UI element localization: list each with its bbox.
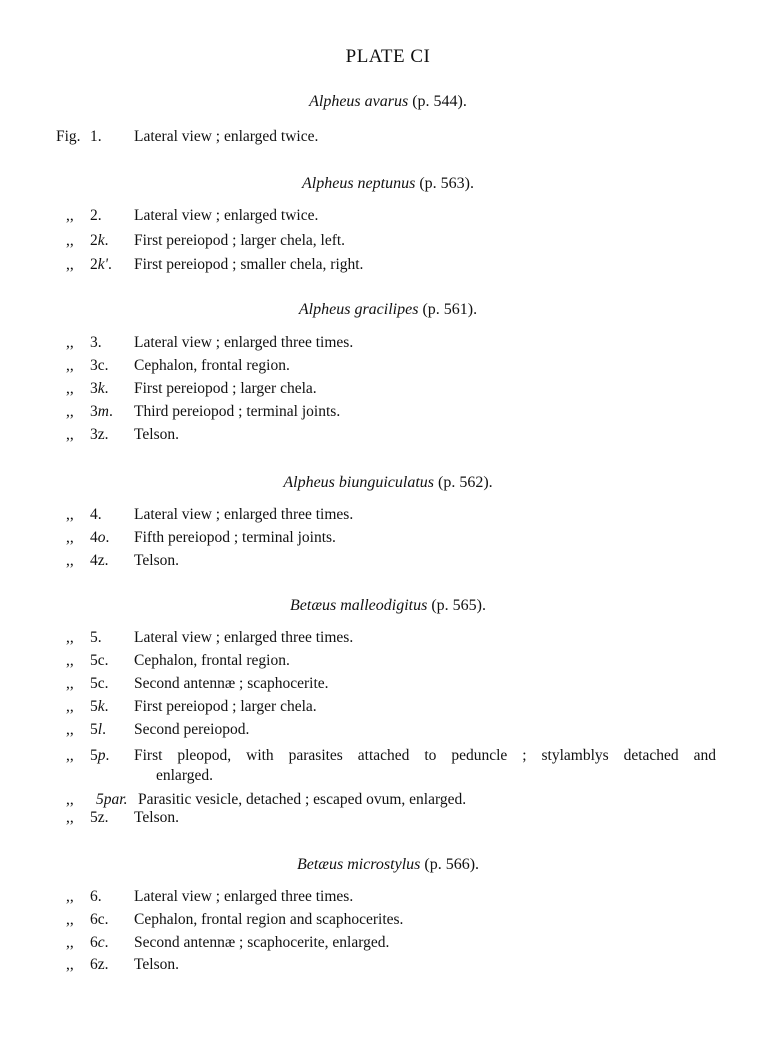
ditto-mark: ,, xyxy=(66,256,74,273)
ditto-mark: ,, xyxy=(66,791,74,808)
figure-description: Third pereiopod ; terminal joints. xyxy=(134,403,341,420)
figure-number-suffix: c xyxy=(97,934,105,951)
figure-description: Telson. xyxy=(134,552,179,569)
figure-number xyxy=(90,402,113,422)
ditto-mark: ,, xyxy=(66,232,74,249)
figure-number-main: 3 xyxy=(90,403,98,420)
species-name: Betæus malleodigitus xyxy=(290,597,428,614)
page-reference: (p. 562). xyxy=(438,474,493,491)
figure-number: 5z. xyxy=(90,809,109,826)
ditto-mark: ,, xyxy=(66,506,74,523)
figure-number-main: 5 xyxy=(90,747,98,764)
figure-description: Telson. xyxy=(134,956,179,973)
figure-number xyxy=(90,255,112,275)
page-reference: (p. 563). xyxy=(419,175,474,192)
figure-number-end: . xyxy=(104,232,109,249)
figure-number xyxy=(90,697,109,717)
figure-number: 4z. xyxy=(90,552,109,569)
ditto-mark: ,, xyxy=(66,809,74,826)
ditto-mark: ,, xyxy=(66,888,74,905)
ditto-mark: ,, xyxy=(66,675,74,692)
figure-number-end: . xyxy=(102,721,106,738)
figure-number-main: 5 xyxy=(90,698,98,715)
species-name: Alpheus biunguiculatus xyxy=(283,474,434,491)
figure-number-suffix: p xyxy=(97,747,106,764)
figure-description: Lateral view ; enlarged three times. xyxy=(134,888,354,905)
figure-number xyxy=(90,933,109,953)
figure-number-main: 2 xyxy=(90,256,98,273)
figure-number xyxy=(90,231,109,251)
figure-description: Cephalon, frontal region. xyxy=(134,652,290,669)
ditto-mark: ,, xyxy=(66,747,74,764)
figure-number-suffix: k xyxy=(97,232,105,249)
fig-label: Fig. xyxy=(56,128,81,145)
ditto-mark: ,, xyxy=(66,529,74,546)
ditto-mark: ,, xyxy=(66,934,74,951)
page-reference: (p. 544). xyxy=(412,93,467,110)
figure-description: Second pereiopod. xyxy=(134,721,250,738)
figure-description: First pleopod, with parasites attached to peduncle ; stylamblys detached and xyxy=(134,747,716,764)
figure-number xyxy=(90,379,109,399)
species-heading xyxy=(0,93,776,111)
figure-description: Second antennæ ; scaphocerite. xyxy=(134,675,329,692)
figure-number: 3z. xyxy=(90,426,109,443)
figure-number-main: 6 xyxy=(90,934,98,951)
figure-number: 6z. xyxy=(90,956,109,973)
figure-number: 2. xyxy=(90,207,102,224)
figure-number-end: . xyxy=(104,380,109,397)
figure-number-suffix: k' xyxy=(97,256,108,273)
species-name: Betæus microstylus xyxy=(296,856,421,873)
figure-number-end: . xyxy=(108,403,113,420)
figure-number-suffix: m xyxy=(97,403,109,420)
ditto-mark: ,, xyxy=(66,629,74,646)
figure-description: Second antennæ ; scaphocerite, enlarged. xyxy=(134,934,390,951)
ditto-mark: ,, xyxy=(66,698,74,715)
species-heading xyxy=(0,474,776,492)
species-heading xyxy=(0,856,776,874)
figure-number-suffix: o xyxy=(97,529,106,546)
ditto-mark: ,, xyxy=(66,552,74,569)
species-name: Alpheus neptunus xyxy=(302,175,416,192)
species-name: Alpheus avarus xyxy=(309,93,409,110)
figure-number: 5. xyxy=(90,629,102,646)
ditto-mark: ,, xyxy=(66,207,74,224)
figure-number: 4. xyxy=(90,506,102,523)
page-reference: (p. 561). xyxy=(422,301,478,318)
figure-description: Cephalon, frontal region. xyxy=(134,357,290,374)
figure-number-suffix: l xyxy=(97,721,103,738)
figure-number-main: 4 xyxy=(90,529,98,546)
figure-description: Lateral view ; enlarged three times. xyxy=(134,629,354,646)
figure-number-suffix: k xyxy=(97,698,105,715)
figure-description: Telson. xyxy=(134,809,179,826)
figure-description: Fifth pereiopod ; terminal joints. xyxy=(134,529,336,546)
figure-number: 5par. xyxy=(96,791,128,808)
figure-number-suffix: k xyxy=(97,380,105,397)
ditto-mark: ,, xyxy=(66,652,74,669)
ditto-mark: ,, xyxy=(66,426,74,443)
figure-description: First pereiopod ; smaller chela, right. xyxy=(134,256,364,273)
figure-number: 1. xyxy=(90,128,102,145)
figure-description: First pereiopod ; larger chela, left. xyxy=(134,232,346,249)
figure-number: 5c. xyxy=(90,675,109,692)
species-heading xyxy=(0,597,776,615)
figure-description: Lateral view ; enlarged three times. xyxy=(134,334,354,351)
ditto-mark: ,, xyxy=(66,956,74,973)
figure-description: Lateral view ; enlarged three times. xyxy=(134,506,354,523)
ditto-mark: ,, xyxy=(66,357,74,374)
ditto-mark: ,, xyxy=(66,721,74,738)
page-reference: (p. 566). xyxy=(424,856,480,873)
figure-number: 3. xyxy=(90,334,102,351)
figure-number-main: 3 xyxy=(90,380,98,397)
species-name: Alpheus gracilipes xyxy=(298,301,419,318)
species-heading xyxy=(0,301,776,319)
figure-description: Lateral view ; enlarged twice. xyxy=(134,207,319,224)
figure-number-end: . xyxy=(104,698,109,715)
figure-description: Telson. xyxy=(134,426,179,443)
figure-description-continued: enlarged. xyxy=(156,767,213,784)
figure-number: 6. xyxy=(90,888,102,905)
ditto-mark: ,, xyxy=(66,380,74,397)
ditto-mark: ,, xyxy=(66,911,74,928)
figure-number-main: 2 xyxy=(90,232,98,249)
figure-number: 3c. xyxy=(90,357,109,374)
figure-number-end: . xyxy=(105,747,110,764)
figure-description: Cephalon, frontal region and scaphocerites. xyxy=(134,911,404,928)
figure-number-end: . xyxy=(107,256,112,273)
figure-description: First pereiopod ; larger chela. xyxy=(134,380,317,397)
ditto-mark: ,, xyxy=(66,334,74,351)
figure-number-end: . xyxy=(105,529,110,546)
figure-number-end: . xyxy=(104,934,109,951)
page-reference: (p. 565). xyxy=(431,597,486,614)
figure-number-main: 5 xyxy=(90,721,98,738)
figure-description: Parasitic vesicle, detached ; escaped ovum, enlarged. xyxy=(138,791,467,808)
figure-description: Lateral view ; enlarged twice. xyxy=(134,128,319,145)
figure-number xyxy=(90,720,106,740)
species-heading xyxy=(0,175,776,193)
plate-title: PLATE CI xyxy=(345,46,431,67)
figure-number: 6c. xyxy=(90,911,109,928)
figure-number: 5c. xyxy=(90,652,109,669)
figure-number xyxy=(90,746,109,766)
ditto-mark: ,, xyxy=(66,403,74,420)
figure-description: First pereiopod ; larger chela. xyxy=(134,698,317,715)
figure-number xyxy=(90,528,109,548)
